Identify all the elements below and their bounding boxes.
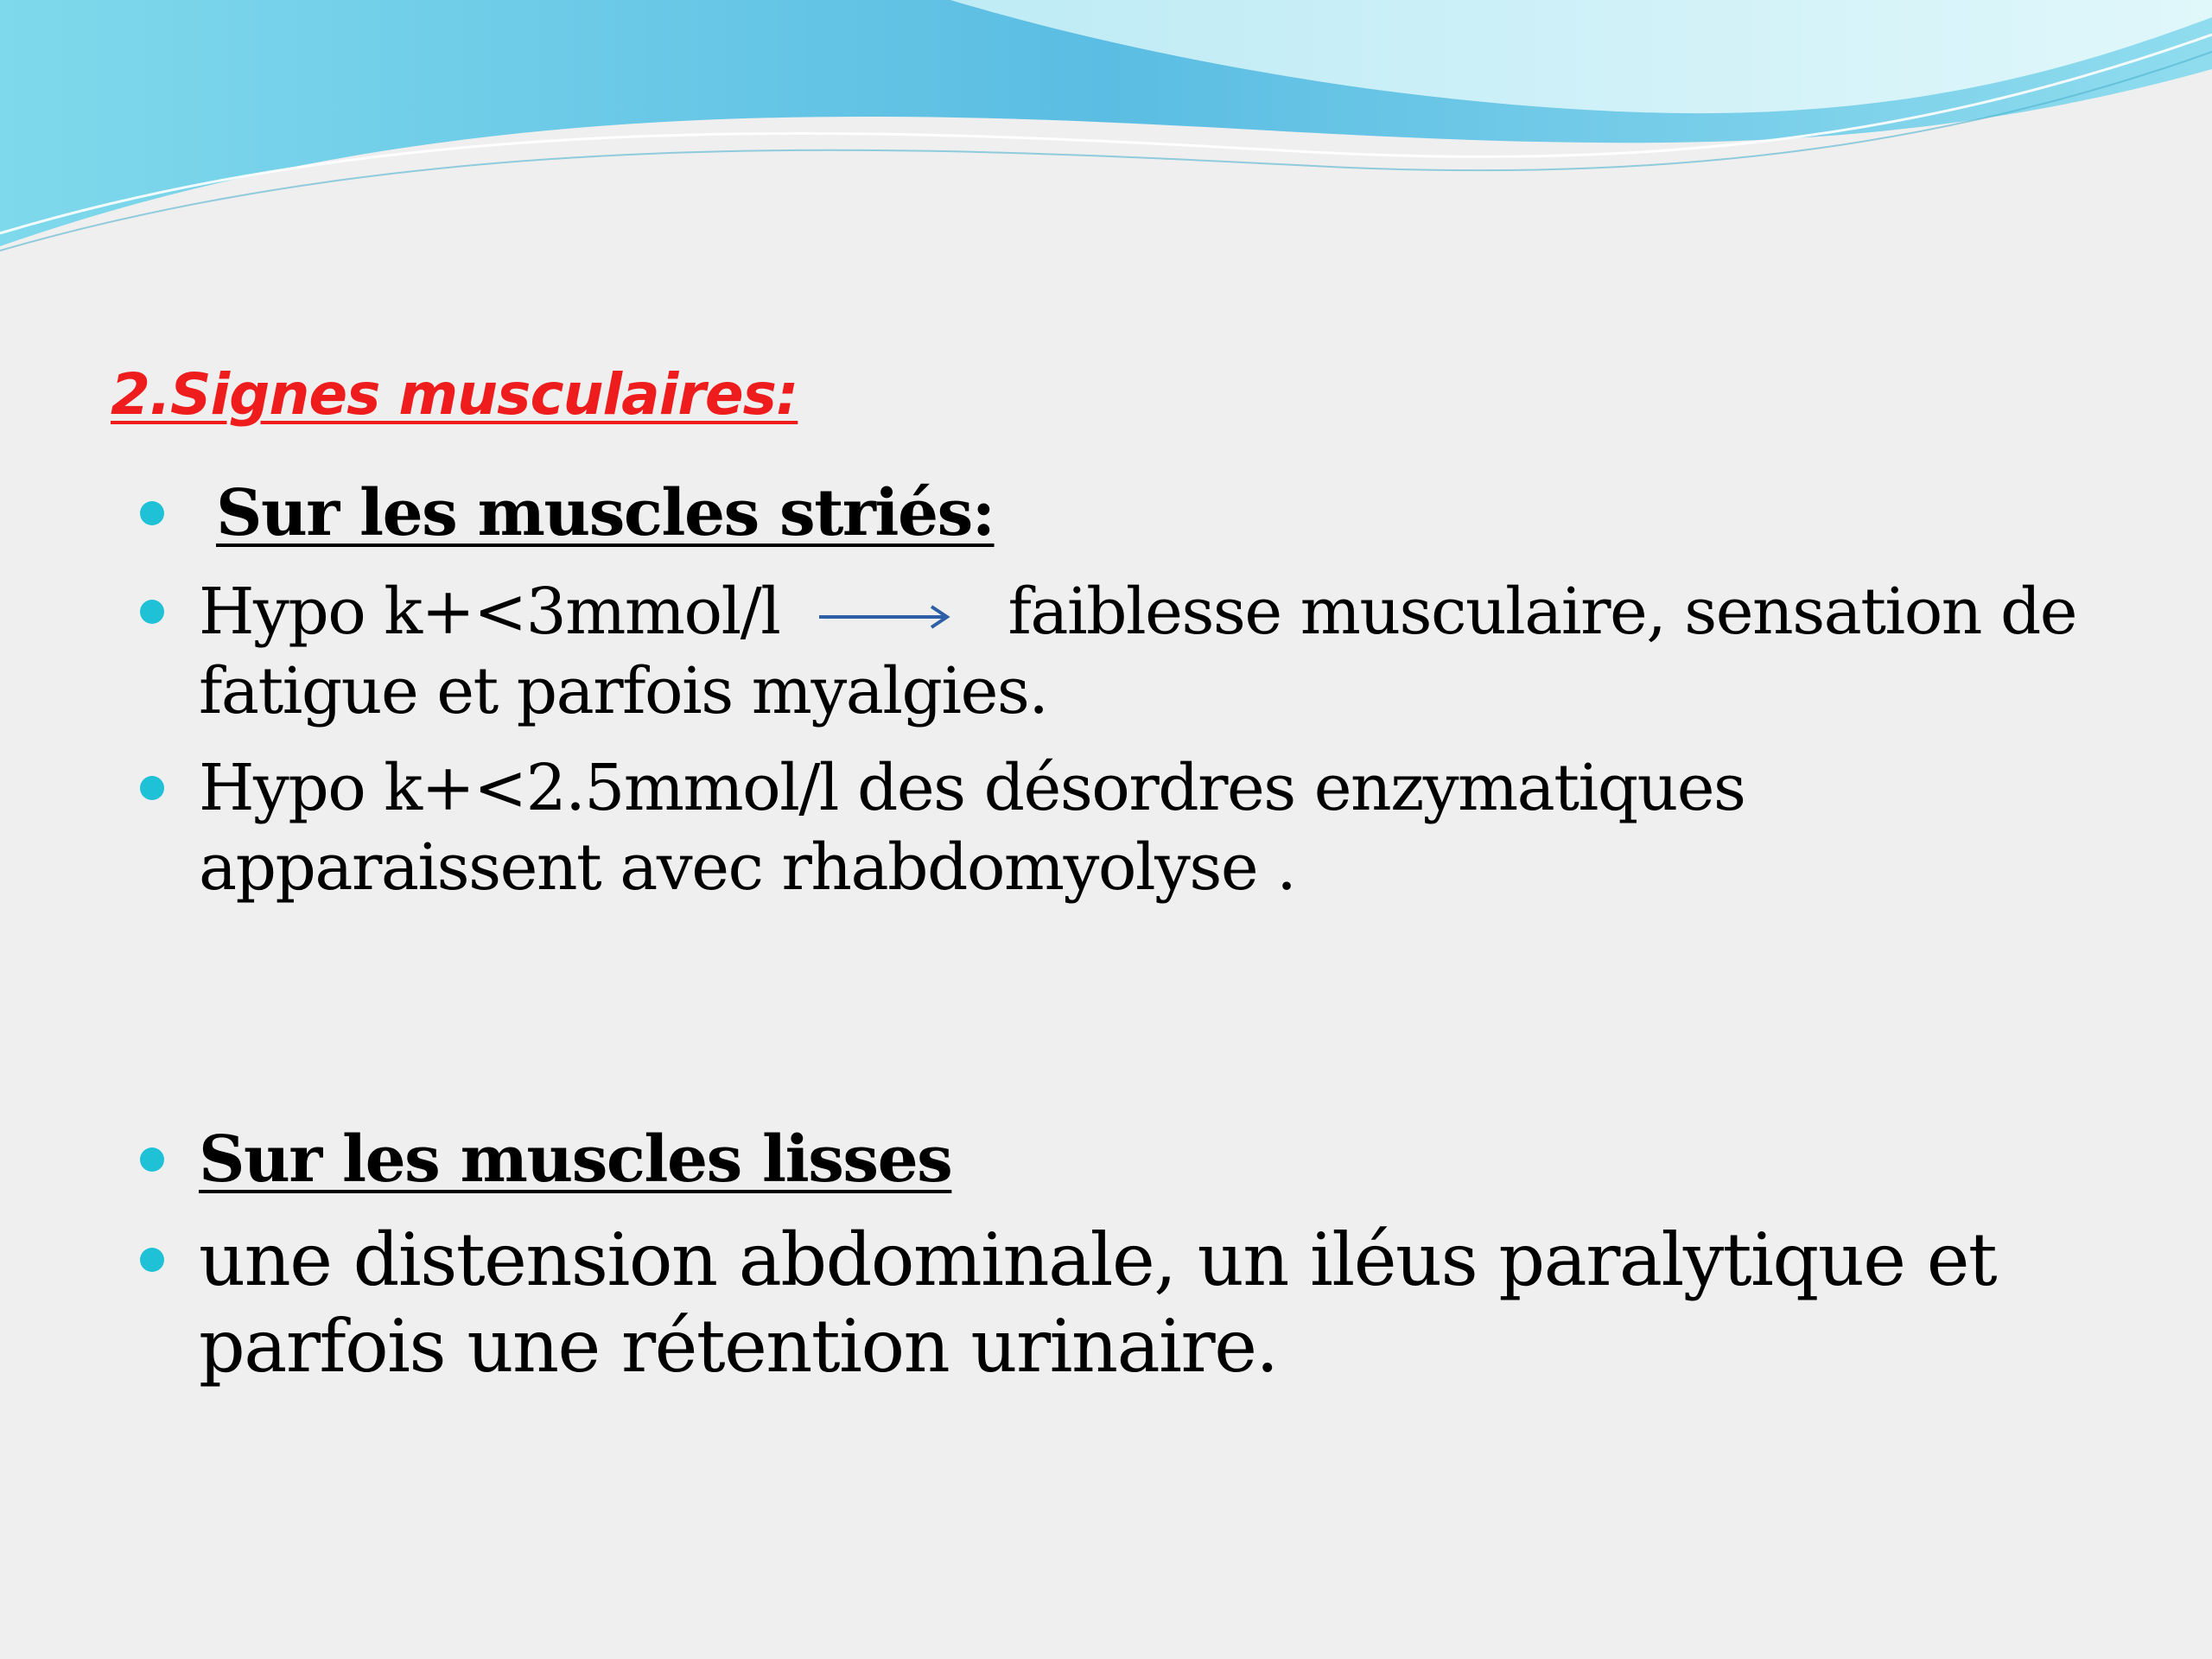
bullet-distension xyxy=(199,1217,1996,1389)
bullet-hypo-3 xyxy=(199,572,2076,731)
right-arrow-icon xyxy=(816,600,954,634)
slide-title: 2.Signes musculaires: xyxy=(111,361,798,428)
bullet-text: Sur les muscles striés: xyxy=(216,476,995,550)
bullet-line: Hypo k+<2.5mmol/l des désordres enzymatiques xyxy=(199,751,1745,825)
bullet-text: Hypo k+<3mmol/l xyxy=(199,575,780,649)
bullet-text: faiblesse musculaire, sensation de xyxy=(1007,575,2077,649)
bullet-line xyxy=(199,572,2076,652)
bullet-muscles-stries xyxy=(216,474,995,553)
header-wave-decoration xyxy=(0,0,2212,285)
bullet-line: fatigue et parfois myalgies. xyxy=(199,654,1048,728)
bullet-muscles-lisses xyxy=(199,1120,951,1199)
bullet-line: apparaissent avec rhabdomyolyse . xyxy=(199,830,1296,905)
bullet-dot xyxy=(140,1147,164,1172)
bullet-line: parfois une rétention urinaire. xyxy=(199,1304,1278,1389)
bullet-line: une distension abdominale, un iléus paralytique et xyxy=(199,1217,1997,1302)
bullet-dot xyxy=(140,1248,164,1272)
bullet-text: Sur les muscles lisses xyxy=(199,1122,952,1197)
bullet-dot xyxy=(140,501,164,525)
bullet-dot xyxy=(140,600,164,624)
bullet-hypo-2-5 xyxy=(199,748,1745,907)
bullet-dot xyxy=(140,776,164,800)
